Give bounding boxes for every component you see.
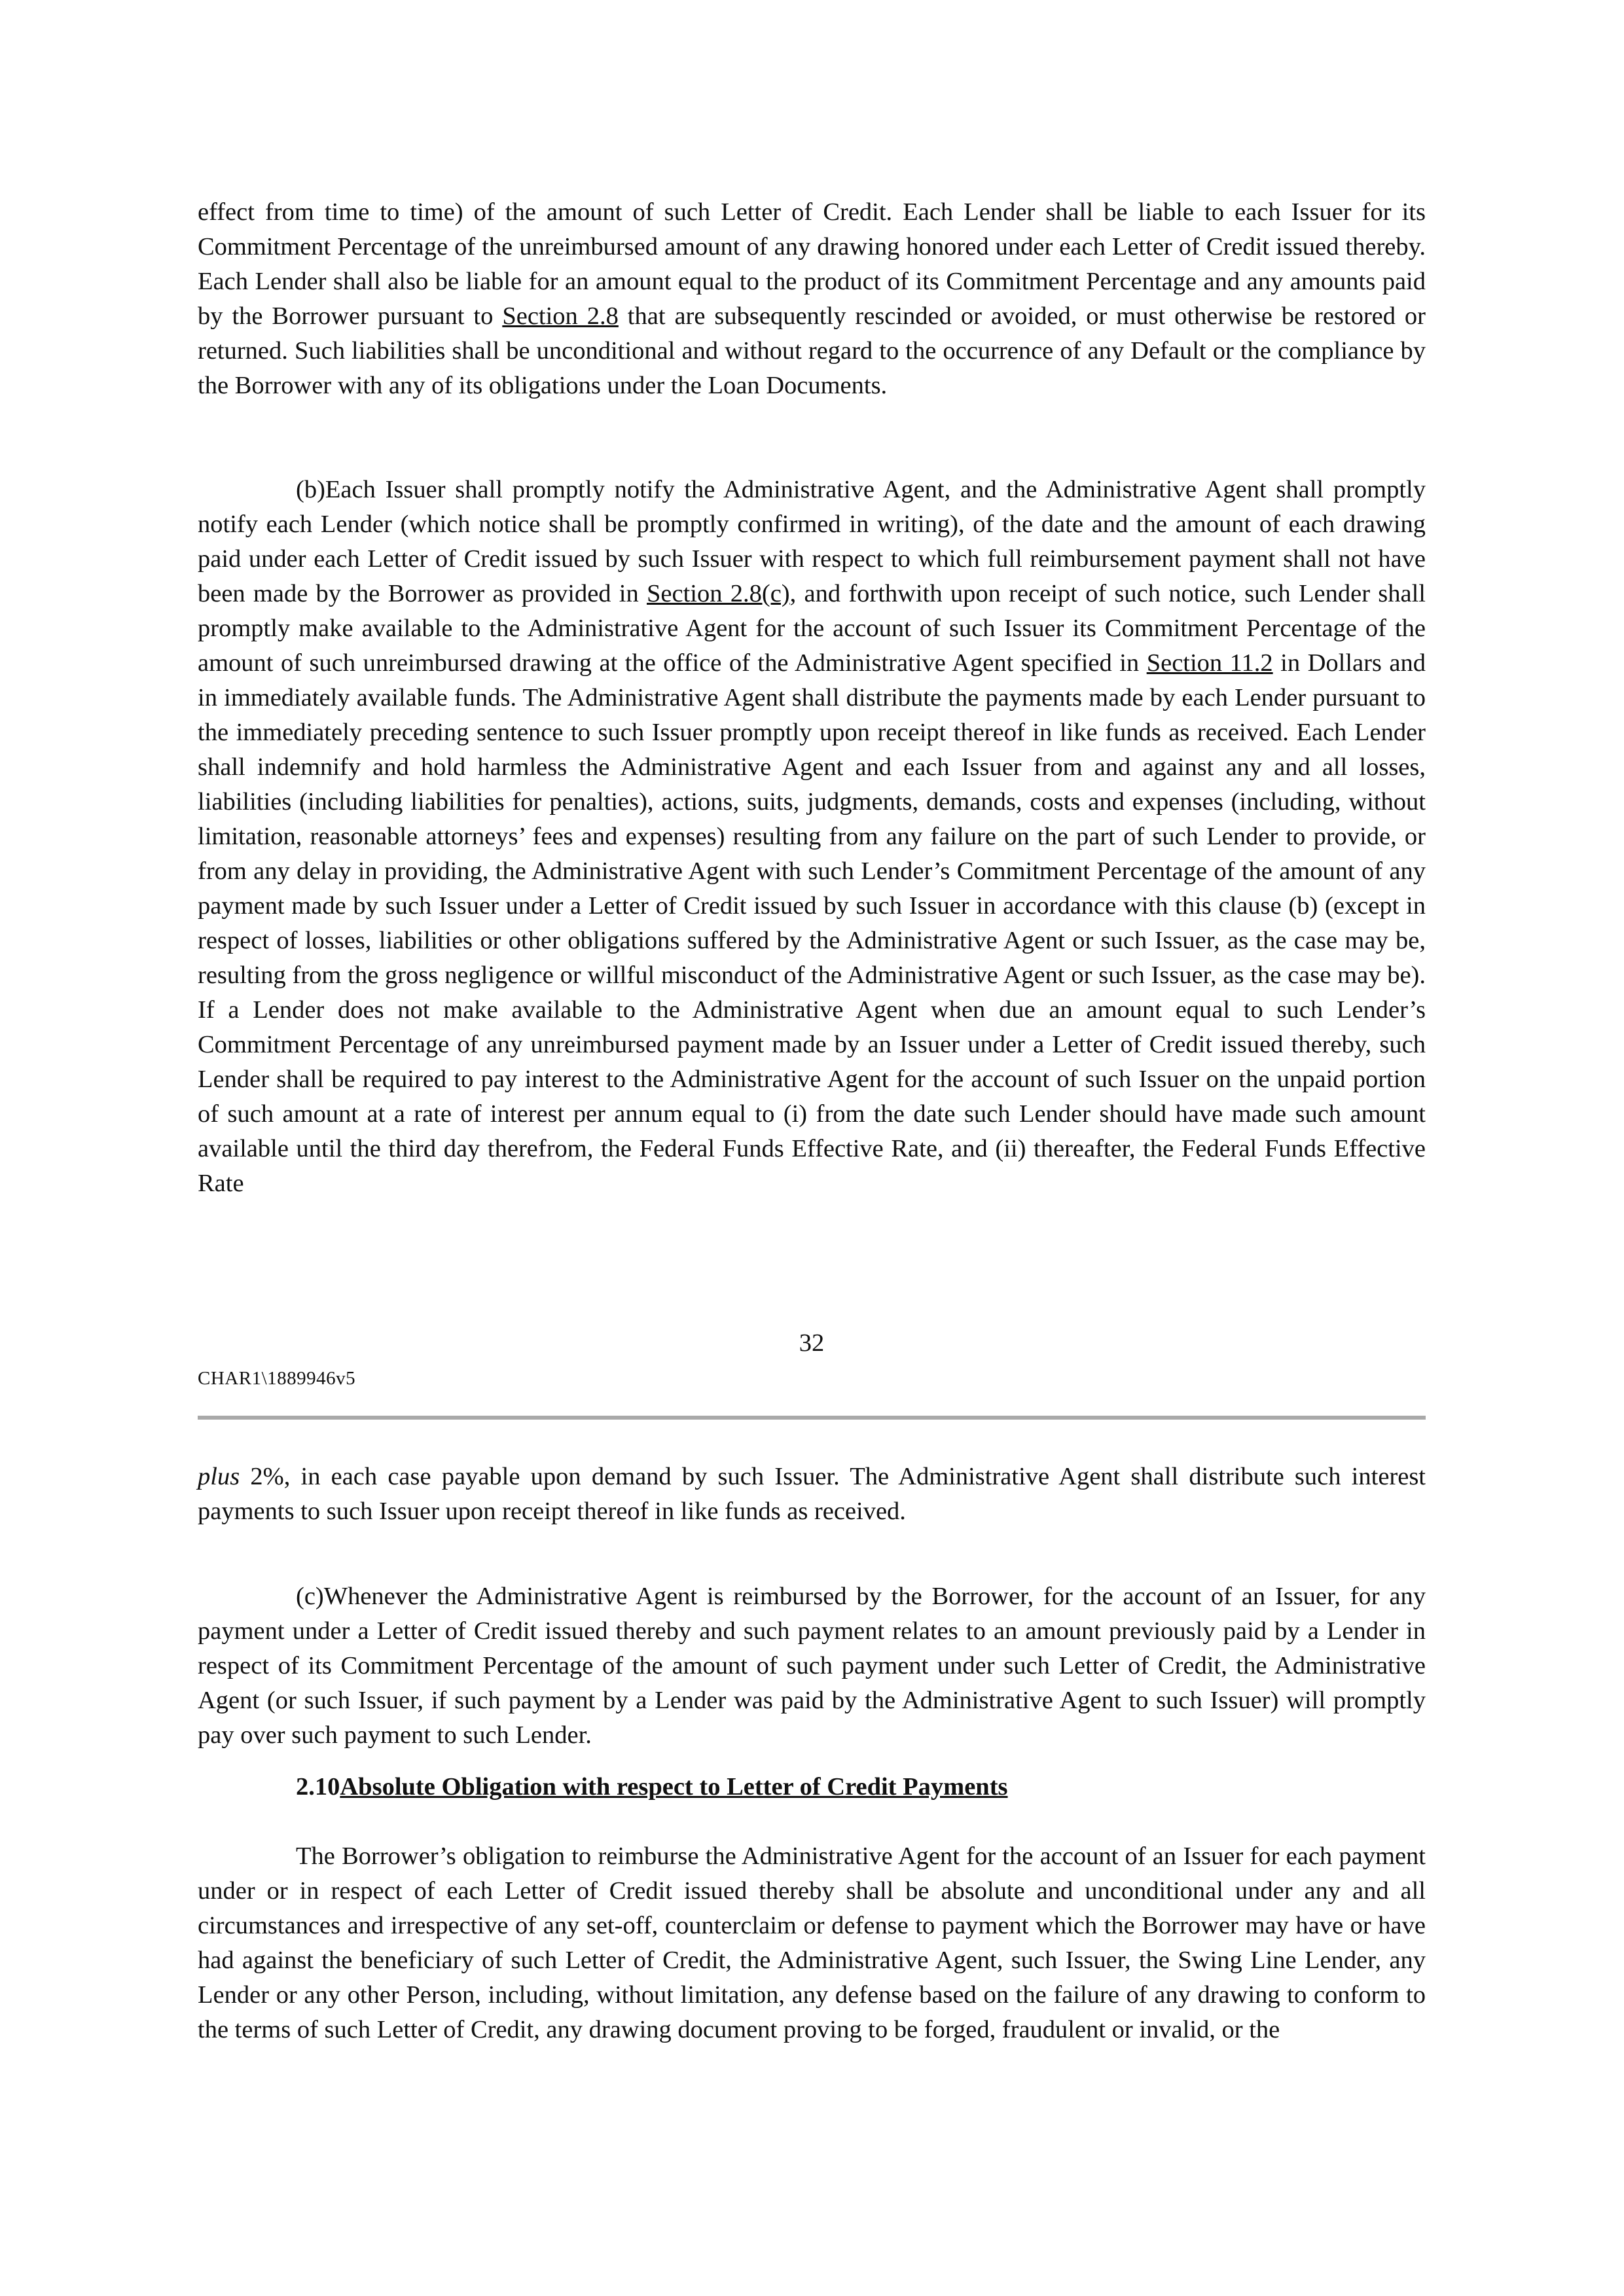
paragraph-text: in Dollars and in immediately available funds. The Administrative Agent shall distribute the payments made by each Lender pursuant to the immediately preceding sentence to such Issuer promptly upon receipt thereof in like funds as received. Each Lender shall indemnify and hold harmless the Administrative Agent and each Issuer from and against any and all losses, liabilities (including liabilities for penalties), actions, suits, judgments, demands, costs and expenses (including, without limitation, reasonable attorneys’ fees and expenses) resulting from any failure on the part of such Lender to provide, or from any delay in providing, the Administrative Agent with such Lender’s Commitment Percentage of the amount of any payment made by such Issuer under a Letter of Credit issued by such Issuer in accordance with this clause (b) (except in respect of losses, liabilities or other obligations suffered by the Administrative Agent or such Issuer, as the case may be, resulting from the gross negligence or willful misconduct of the Administrative Agent or such Issuer, as the case may be). If a Lender does not make available to the Administrative Agent when due an amount equal to such Lender’s Commitment Percentage of any unreimbursed payment made by an Issuer under a Letter of Credit issued thereby, such Lender shall be required to pay interest to the Administrative Agent for the account of such Issuer on the unpaid portion of such amount at a rate of interest per annum equal to (i) from the date such Lender should have made such amount available until the third day therefrom, the Federal Funds Effective Rate, and (ii) thereafter, the Federal Funds Effective Rate: [198, 649, 1426, 1197]
paragraph-2-10: [198, 1839, 1426, 2047]
italic-plus: plus: [198, 1463, 240, 1490]
section-number: 2.10: [296, 1773, 340, 1801]
paragraph-text: , and forthwith upon receipt of such notice, such Lender shall promptly make available to the Administrative Agent for the account of such Issuer its Commitment Percentage of the amount of such unreimbursed drawing at the office of the Administrative Agent specified in: [198, 580, 1426, 677]
paragraph-b-continued: [198, 1460, 1426, 1529]
paragraph-a-continued: [198, 195, 1426, 403]
section-title: Absolute Obligation with respect to Letter of Credit Payments: [340, 1773, 1008, 1801]
page-number: 32: [799, 1329, 825, 1357]
paragraph-text: that are subsequently rescinded or avoided, or must otherwise be restored or returned. Such liabilities shall be unconditional and without regard to the occurrence of any Default or the compliance by the Borrower with any of its obligations under the Loan Documents.: [198, 302, 1426, 399]
section-2-8c-reference[interactable]: Section 2.8(c): [647, 580, 790, 607]
section-2-8-reference[interactable]: Section 2.8: [502, 302, 619, 330]
paragraph-c: [198, 1579, 1426, 1753]
section-heading: [198, 1770, 1426, 1804]
paragraph-text: (b)Each Issuer shall promptly notify the Administrative Agent, and the Administrative Agent shall promptly notify each Lender (which notice shall be promptly confirmed in writing), of the date and the amount of each drawing paid under each Letter of Credit issued by such Issuer with respect to which full reimbursement payment shall not have been made by the Borrower as provided in: [198, 476, 1426, 607]
paragraph-text: 2%, in each case payable upon demand by such Issuer. The Administrative Agent shall distribute such interest payments to such Issuer upon receipt thereof in like funds as received.: [198, 1463, 1426, 1525]
paragraph-b: [198, 473, 1426, 1201]
document-id-footer: CHAR1\1889946v5: [198, 1368, 356, 1389]
page-break-divider: [198, 1416, 1426, 1420]
section-11-2-reference[interactable]: Section 11.2: [1146, 649, 1273, 677]
paragraph-text: (c)Whenever the Administrative Agent is reimbursed by the Borrower, for the account of an Issuer, for any payment under a Letter of Credit issued thereby and such payment relates to an amount previously paid by a Lender in respect of its Commitment Percentage of the amount of such payment under such Letter of Credit, the Administrative Agent (or such Issuer, if such payment by a Lender was paid by the Administrative Agent to such Issuer) will promptly pay over such payment to such Lender.: [198, 1583, 1426, 1749]
paragraph-text: The Borrower’s obligation to reimburse the Administrative Agent for the account of an Issuer for each payment under or in respect of each Letter of Credit issued thereby shall be absolute and unconditional under any and all circumstances and irrespective of any set-off, counterclaim or defense to payment which the Borrower may have or have had against the beneficiary of such Letter of Credit, the Administrative Agent, such Issuer, the Swing Line Lender, any Lender or any other Person, including, without limitation, any defense based on the failure of any drawing to conform to the terms of such Letter of Credit, any drawing document proving to be forged, fraudulent or invalid, or the: [198, 1842, 1426, 2043]
paragraph-text: effect from time to time) of the amount of such Letter of Credit. Each Lender shall be liable to each Issuer for its Commitment Percentage of the unreimbursed amount of any drawing honored under each Letter of Credit issued thereby. Each Lender shall also be liable for an amount equal to the product of its Commitment Percentage and any amounts paid by the Borrower pursuant to: [198, 198, 1426, 330]
